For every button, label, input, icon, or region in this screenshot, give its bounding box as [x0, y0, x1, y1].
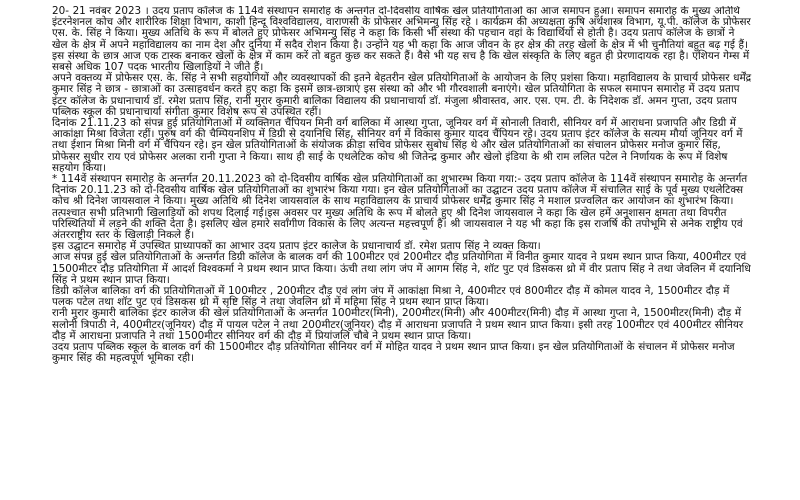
paragraph-degree-girls-results: डिग्री कॉलेज बालिका वर्ग की प्रतियोगिताओं में 100मीटर , 200मीटर दौड़ एवं लांग जंप में आकांक्षा मिश्रा ने, 400मीटर एवं 800मीटर दौड़ में कोमल यादव ने, 1500मीटर दौड़ में पलक पटेल तथा शॉट पुट एवं डिसकस थ्रो में सृष्टि सिंह ने तथा जेवलिन थ्रो में महिमा सिंह ने प्रथम स्थान प्राप्त किया।	[52, 285, 730, 309]
paragraph-girls-inter-college-results: रानी मुरार कुमारी बालिका इंटर कालेज की खेल प्रतियोगिताओं के अन्तर्गत 100मीटर(मिनी), 200मीटर(मिनी) और 400मीटर(मिनी) दौड़ में आस्था गुप्ता ने, 1500मीटर(मिनी) दौड़ में सलोनी त्रिपाठी ने, 400मीटर(जूनियर) दौड़ में पायल पटेल ने तथा 200मीटर(जूनियर) दौड़ में आराधना प्रजापति ने प्रथम स्थान प्राप्त किया। इसी तरह 100मीटर एवं 400मीटर सीनियर दौड़ में आराधना प्रजापति ने तथा 1500मीटर सीनियर वर्ग की दौड़ में प्रियांजलि चौबे ने प्रथम स्थान प्राप्त किया।	[52, 307, 744, 342]
paragraph-inauguration: * 114वें संस्थापन समारोह के अन्तर्गत 20.11.2023 को दो-दिवसीय वार्षिक खेल प्रतियोगिताओं का शुभारम्भ किया गया:- उदय प्रताप कॉलेज के 114वें संस्थापन समारोह के अन्तर्गत दिनांक 20.11.23 को दो-दिवसीय वार्षिक खेल प्रतियोगिताओं का शुभारंभ किया गया। इन खेल प्रतियोगिताओं का उद्घाटन उदय प्रताप कॉलेज में संचालित साई के पूर्व मुख्य एथलेटिक्स कोच श्री दिनेश जायसवाल ने किया। मुख्य अतिथि श्री दिनेश जायसवाल के साथ महाविद्यालय के प्राचार्य प्रोफेसर धर्मेंद्र कुमार सिंह ने मशाल प्रज्वलित कर आयोजन का शुभारंभ किया। तत्पश्चात सभी प्रतिभागी खिलाड़ियों को शपथ दिलाई गई।इस अवसर पर मुख्य अतिथि के रूप में बोलते हुए श्री दिनेश जायसवाल ने कहा कि खेल हमें अनुशासन क्षमता तथा विपरीत परिस्थितियों में लड़ने की शक्ति देता है। इसलिए खेल हमारे सर्वांगीण विकास के लिए अत्यन्त महत्त्वपूर्ण है। श्री जायसवाल ने यह भी कहा कि इस राजर्षि की तपोभूमि से अनेक राष्ट्रीय एवं अंतरराष्ट्रीय स्तर के खिलाड़ी निकले हैं।	[52, 173, 748, 242]
paragraph-public-school-results: उदय प्रताप पब्लिक स्कूल के बालक वर्ग की 1500मीटर दौड़ प्रतियोगिता सीनियर वर्ग में मोहित यादव ने प्रथम स्थान प्राप्त किया। इन खेल प्रतियोगिताओं के संचालन में प्रोफेसर मनोज कुमार सिंह की महत्वपूर्ण भूमिका रही।	[52, 341, 735, 365]
paragraph-degree-boys-results: आज संपन्न हुई खेल प्रतियोगिताओं के अन्तर्गत डिग्री कॉलेज के बालक वर्ग की 100मीटर एवं 200मीटर दौड़ प्रतियोगिता में विनीत कुमार यादव ने प्रथम स्थान प्राप्त किया, 400मीटर एवं 1500मीटर दौड़ प्रतियोगिता में आदर्श विश्वकर्मा ने प्रथम स्थान प्राप्त किया। ऊंची तथा लांग जंप में आगम सिंह ने, शॉट पुट एवं डिसकस थ्रो में वीर प्रताप सिंह ने तथा जेवलिन में दयानिधि सिंह ने प्रथम स्थान प्राप्त किया।	[52, 251, 751, 286]
paragraph-champions: दिनांक 21.11.23 को संपन्न हुई प्रतियोगिताओं में व्यक्तिगत चैंपियन मिनी वर्ग बालिका में आस्था गुप्ता, जूनियर वर्ग में सोनाली तिवारी, सीनियर वर्ग में आराधना प्रजापति और डिग्री में आकांक्षा मिश्रा विजेता रहीं। पुरुष वर्ग की चैम्पियनशिप में डिग्री से दयानिधि सिंह, सीनियर वर्ग में विकास कुमार यादव चैंपियन रहे। उदय प्रताप इंटर कॉलेज के सत्यम मौर्या जूनियर वर्ग में तथा ईशान मिश्रा मिनी वर्ग में चैंपियन रहे। इन खेल प्रतियोगिताओं के संयोजक क्रीड़ा सचिव प्रोफेसर सुबोध सिंह थे और खेल प्रतियोगिताओं का संचालन प्रोफेसर मनोज कुमार सिंह, प्रोफेसर सुधीर राय एवं प्रोफेसर अलका रानी गुप्ता ने किया। साथ ही साई के एथलेटिक कोच श्री जितेन्द्र कुमार और खेलो इंडिया के श्री राम ललित पटेल ने निर्णायक के रूप में विशेष सहयोग किया।	[52, 117, 743, 174]
paragraph-opening-closing-ceremony: 20- 21 नवंबर 2023 । उदय प्रताप कॉलेज के 114वें संस्थापन समारोह के अन्तर्गत दो-दिवसीय वार्षिक खेल प्रतियोगिताओं का आज समापन हुआ। समापन समारोह के मुख्य अतिथि इंटरनेशनल कोच और शारीरिक शिक्षा विभाग, काशी हिन्दू विश्वविद्यालय, वाराणसी के प्रोफेसर अभिमन्यु सिंह रहे । कार्यक्रम की अध्यक्षता कृषि अर्थशास्त्र विभाग, यू.पी. कॉलेज के प्रोफेसर एस. के. सिंह ने किया। मुख्य अतिथि के रूप में बोलते हुए प्रोफेसर अभिमन्यु सिंह ने कहा कि किसी भी संस्था की पहचान वहां के विद्यार्थियों से होती है। उदय प्रताप कॉलेज के छात्रों ने खेल के क्षेत्र में अपने महाविद्यालय का नाम देश और दुनिया में सदैव रोशन किया है। उन्होंने यह भी कहा कि आज जीवन के हर क्षेत्र की तरह खेलों के क्षेत्र में भी चुनौतियां बहुत बढ़ गई हैं। इस संस्था के छात्र आज एक टास्क बनाकर खेलों के क्षेत्र में काम करें तो बहुत कुछ कर सकते हैं। वैसे भी यह सच है कि खेल संस्कृति के लिए बहुत ही प्रेरणादायक रहा है। एशियन गेम्स में सबसे अधिक 107 पदक भारतीय खिलाड़ियों ने जीते हैं।	[52, 6, 751, 74]
paragraph-vote-of-thanks: इस उद्घाटन समारोह में उपस्थित प्राध्यापकों का आभार उदय प्रताप इंटर कालेज के प्रधानाचार्य डॉ. रमेश प्रताप सिंह ने व्यक्त किया।	[52, 240, 541, 253]
document-page	[52, 6, 752, 494]
paragraph-speeches-and-guests: अपने वक्तव्य में प्रोफेसर एस. के. सिंह ने सभी सहयोगियों और व्यवस्थापकों की इतने बेहतरीन खेल प्रतियोगिताओं के आयोजन के लिए प्रशंसा किया। महाविद्यालय के प्राचार्य प्रोफेसर धर्मेंद्र कुमार सिंह ने छात्र - छात्राओं का उत्साहवर्धन करते हुए कहा कि इसमें छात्र-छात्राएं इस संस्था को और भी गौरवशाली बनाएंगे। खेल प्रतियोगिता के सफल समापन समारोह में उदय प्रताप इंटर कॉलेज के प्रधानाचार्य डॉ. रमेश प्रताप सिंह, रानी मुरार कुमारी बालिका विद्यालय की प्रधानाचार्या डॉ. मंजुला श्रीवास्तव, आर. एस. एम. टी. के निदेशक डॉ. अमन गुप्ता, उदय प्रताप पब्लिक स्कूल की प्रधानाचार्या संगीता कुमार विशेष रूप से उपस्थित रहीं।	[52, 72, 752, 118]
